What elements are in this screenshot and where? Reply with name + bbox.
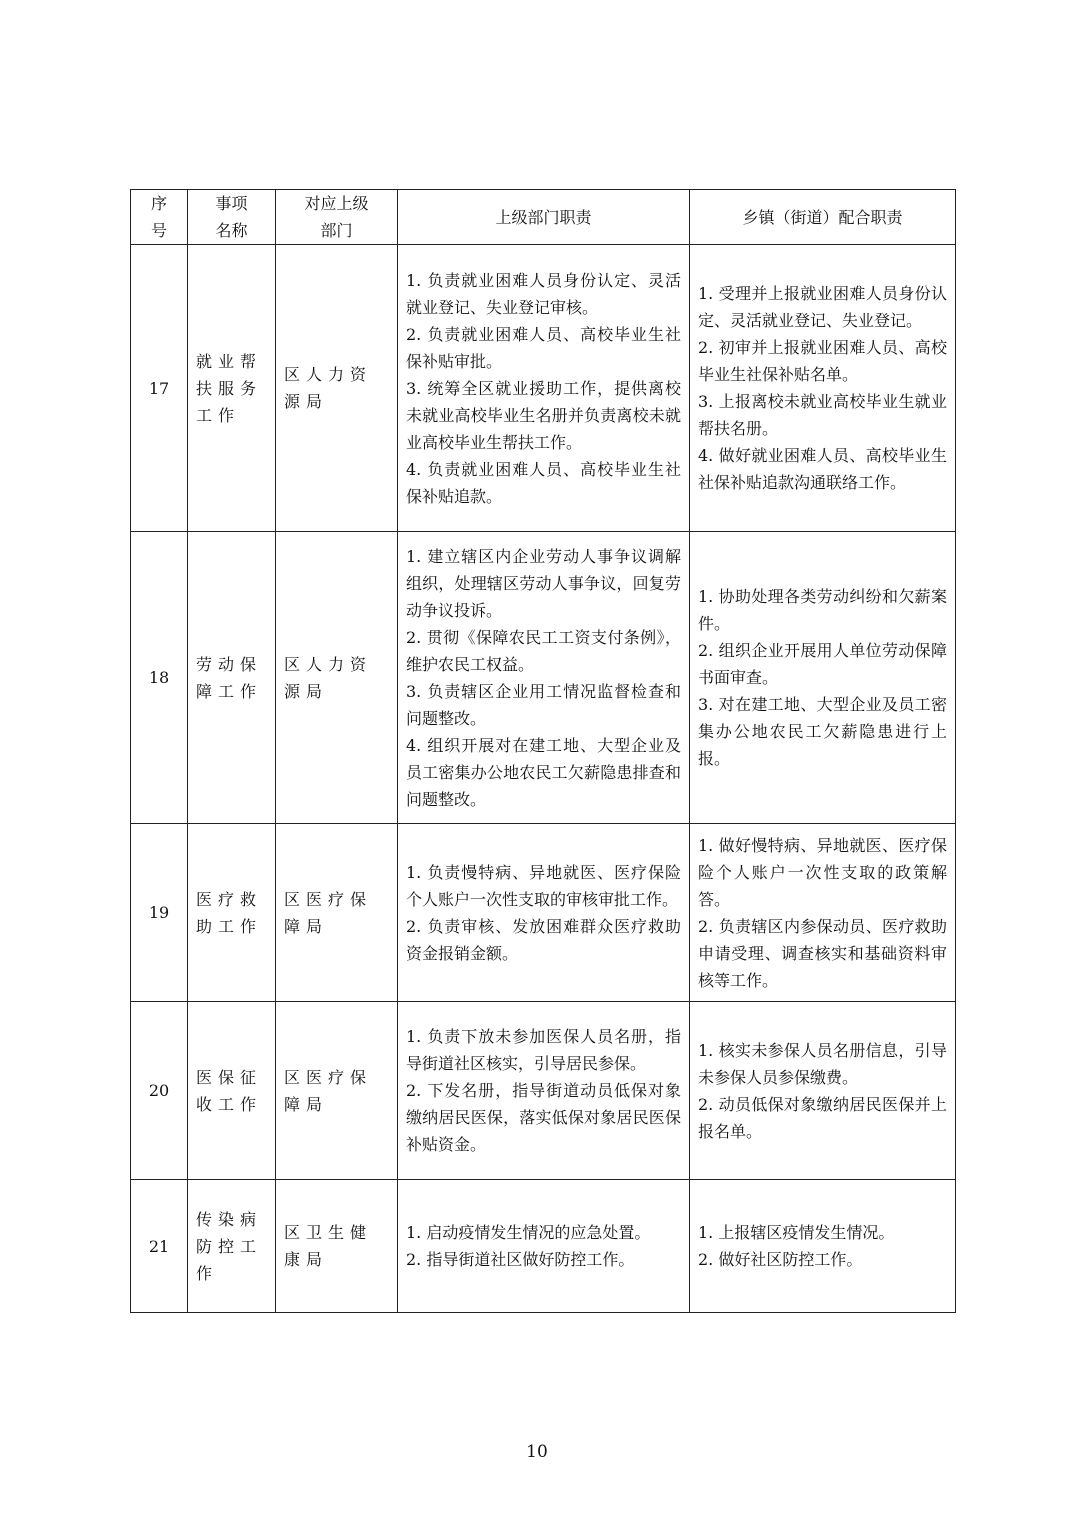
duty-table <box>130 189 956 1313</box>
duty-line: 4. 组织开展对在建工地、大型企业及员工密集办公地农民工欠薪隐患排查和问题整改。 <box>406 735 681 809</box>
row-dept: 区人力资源局 <box>276 532 398 824</box>
duty-line: 1. 负责慢特病、异地就医、医疗保险个人账户一次性支取的审核审批工作。 <box>406 862 681 909</box>
row-item-name: 就业帮扶服务工作 <box>188 245 276 532</box>
row-town-duty <box>690 1180 956 1313</box>
duty-line: 3. 负责辖区企业用工情况监督检查和问题整改。 <box>406 681 681 728</box>
table-header-row <box>131 190 956 245</box>
duty-line: 2. 负责审核、发放困难群众医疗救助资金报销金额。 <box>406 916 681 963</box>
table-row <box>131 824 956 1002</box>
duty-line: 2. 贯彻《保障农民工工资支付条例》，维护农民工权益。 <box>406 627 681 674</box>
row-upper-duty <box>398 1180 690 1313</box>
row-no: 20 <box>131 1002 188 1180</box>
row-upper-duty <box>398 1002 690 1180</box>
row-no: 17 <box>131 245 188 532</box>
row-upper-duty <box>398 824 690 1002</box>
row-item-name: 医疗救助工作 <box>188 824 276 1002</box>
duty-line: 2. 下发名册，指导街道动员低保对象缴纳居民医保，落实低保对象居民医保补贴资金。 <box>406 1081 681 1154</box>
duty-line: 1. 协助处理各类劳动纠纷和欠薪案件。 <box>698 587 947 633</box>
row-town-duty <box>690 824 956 1002</box>
duty-line: 1. 上报辖区疫情发生情况。 <box>698 1223 895 1242</box>
duty-line: 1. 建立辖区内企业劳动人事争议调解组织，处理辖区劳动人事争议，回复劳动争议投诉。 <box>406 546 681 620</box>
duty-line: 1. 启动疫情发生情况的应急处置。 <box>406 1223 651 1242</box>
table-row <box>131 1002 956 1180</box>
row-dept: 区卫生健康局 <box>276 1180 398 1313</box>
row-town-duty <box>690 532 956 824</box>
header-town-duty: 乡镇（街道）配合职责 <box>690 190 956 245</box>
row-item-name: 劳动保障工作 <box>188 532 276 824</box>
row-upper-duty <box>398 245 690 532</box>
row-dept: 区人力资源局 <box>276 245 398 532</box>
row-no: 19 <box>131 824 188 1002</box>
duty-line: 2. 初审并上报就业困难人员、高校毕业生社保补贴名单。 <box>698 338 947 384</box>
header-no: 序号 <box>131 190 188 245</box>
duty-line: 4. 负责就业困难人员、高校毕业生社保补贴追款。 <box>406 459 681 506</box>
row-item-name: 传染病防控工作 <box>188 1180 276 1313</box>
duty-line: 2. 指导街道社区做好防控工作。 <box>406 1250 635 1269</box>
row-no: 18 <box>131 532 188 824</box>
duty-line: 2. 组织企业开展用人单位劳动保障书面审查。 <box>698 641 947 687</box>
row-dept: 区医疗保障局 <box>276 824 398 1002</box>
table-row <box>131 1180 956 1313</box>
duty-line: 1. 做好慢特病、异地就医、医疗保险个人账户一次性支取的政策解答。 <box>698 835 947 909</box>
table-row <box>131 532 956 824</box>
page-number: 10 <box>526 1442 548 1462</box>
row-item-name: 医保征收工作 <box>188 1002 276 1180</box>
duty-line: 2. 做好社区防控工作。 <box>698 1250 863 1269</box>
row-upper-duty <box>398 532 690 824</box>
table-row <box>131 245 956 532</box>
header-upper-duty: 上级部门职责 <box>398 190 690 245</box>
duty-line: 2. 负责就业困难人员、高校毕业生社保补贴审批。 <box>406 324 681 371</box>
duty-line: 1. 受理并上报就业困难人员身份认定、灵活就业登记、失业登记。 <box>698 284 947 330</box>
row-town-duty <box>690 1002 956 1180</box>
row-town-duty <box>690 245 956 532</box>
duty-line: 2. 负责辖区内参保动员、医疗救助申请受理、调查核实和基础资料审核等工作。 <box>698 916 947 990</box>
duty-line: 3. 统筹全区就业援助工作，提供离校未就业高校毕业生名册并负责离校未就业高校毕业生帮扶工作。 <box>406 378 681 452</box>
duty-line: 1. 负责下放未参加医保人员名册，指导街道社区核实，引导居民参保。 <box>406 1027 681 1073</box>
duty-line: 2. 动员低保对象缴纳居民医保并上报名单。 <box>698 1094 947 1141</box>
header-dept: 对应上级部门 <box>276 190 398 245</box>
row-dept: 区医疗保障局 <box>276 1002 398 1180</box>
duty-line: 3. 上报离校未就业高校毕业生就业帮扶名册。 <box>698 392 947 438</box>
duty-line: 3. 对在建工地、大型企业及员工密集办公地农民工欠薪隐患进行上报。 <box>698 695 947 768</box>
duty-line: 1. 负责就业困难人员身份认定、灵活就业登记、失业登记审核。 <box>406 270 681 317</box>
row-no: 21 <box>131 1180 188 1313</box>
duty-line: 1. 核实未参保人员名册信息，引导未参保人员参保缴费。 <box>698 1040 947 1087</box>
duty-line: 4. 做好就业困难人员、高校毕业生社保补贴追款沟通联络工作。 <box>698 446 947 492</box>
header-item: 事项名称 <box>188 190 276 245</box>
